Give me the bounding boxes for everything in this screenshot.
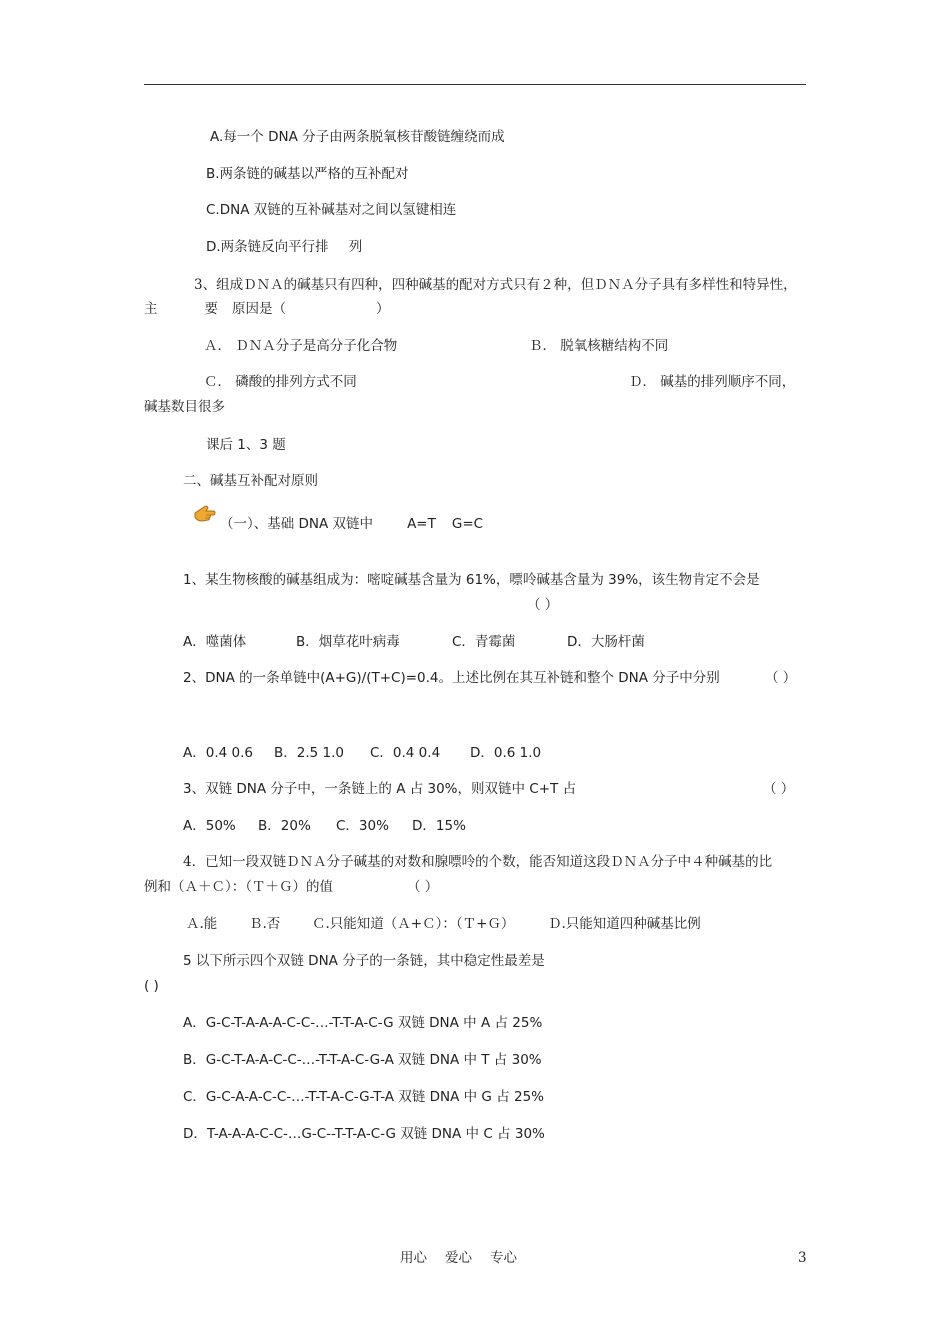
q4-option-c: Ｃ.只能知道（Ａ+Ｃ）：（Ｔ+Ｇ） [312,916,515,932]
footer-motto-2: 爱心 [445,1250,472,1266]
prev-option-d [206,238,362,256]
q2-option-a: A．0.4 0.6 [183,745,253,761]
footer-motto-1: 用心 [400,1250,427,1266]
prev-option-c: C.DNA 双链的互补碱基对之间以氢键相连 [206,202,457,218]
q2-stem: 2、DNA 的一条单链中(A+G)/(T+C)=0.4。上述比例在其互补链和整个 DNA 分子中分别 [183,670,720,686]
subsection-gc: G=C [451,516,484,532]
q3-stem-line2 [144,300,390,318]
q3-stem-part-c: 原因是（ [232,301,286,317]
q3-stem-part-b: 要 [204,301,218,317]
q4-stem-line2 [144,878,438,896]
q2-option-c: C．0.4 0.4 [370,745,441,761]
prev-option-d-text: D.两条链反向平行排 [206,239,329,255]
subsection-label: （一）、基础 DNA 双链中 [220,516,374,532]
subsection-at: A=T [407,516,436,532]
q1-stem: 1、某生物核酸的碱基组成为：嘧啶碱基含量为 61%，嘌呤碱基含量为 39%，该生物肯定不会是 [183,572,760,588]
prev-option-a: A.每一个 DNA 分子由两条脱氧核苷酸链缠绕而成 [210,129,505,145]
q3-option-d-cont: 碱基数目很多 [144,399,225,415]
after-class-note: 课后 1、3 题 [206,437,286,453]
q3-stem-line1: 3、组成ＤＮＡ的碱基只有四种，四种碱基的配对方式只有２种，但ＤＮＡ分子具有多样性和特异性， [194,277,797,293]
q5-option-a: A．G-C-T-A-A-A-C-C-…-T-T-A-C-G 双链 DNA 中 A 占 25% [183,1015,543,1031]
q4-option-d: Ｄ.只能知道四种碱基比例 [548,916,701,932]
q1-answer-paren: （ ） [527,597,559,613]
q2-option-b: B．2.5 1.0 [274,745,344,761]
q3-answer-paren: （ ） [763,781,795,797]
q1-option-a: A．噬菌体 [183,634,247,650]
q4-option-a: Ａ.能 [186,916,218,932]
q4-option-b: Ｂ.否 [249,916,281,932]
q1-option-c: C．青霉菌 [452,634,516,650]
header-rule [144,84,806,85]
q4-stem-line2-text: 例和（Ａ＋Ｃ）：（Ｔ＋Ｇ）的值 [144,879,333,895]
q4-stem-line1: 4．已知一段双链ＤＮＡ分子碱基的对数和腺嘌呤的个数，能否知道这段ＤＮＡ分子中４种碱基的比 [183,854,773,870]
prev-option-d-tail: 列 [348,239,363,255]
q3-stem-part-d: ） [376,301,390,317]
q5-option-d: D．T-A-A-A-C-C-…G-C--T-T-A-C-G 双链 DNA 中 C 占 30% [183,1126,545,1142]
q3-stem-part-a: 主 [144,301,158,317]
q4-answer-paren: （ ） [407,879,439,895]
q1-option-d: D．大肠杆菌 [567,634,645,650]
q3-stem: 3、双链 DNA 分子中，一条链上的 A 占 30%，则双链中 C+T 占 [183,781,577,797]
q3-opt-a: A．50% [183,818,236,834]
footer-motto-3: 专心 [490,1250,517,1266]
section-title: 二、碱基互补配对原则 [183,473,318,489]
q3-option-c: Ｃ． 磷酸的排列方式不同 [204,374,357,390]
prev-option-b: B.两条链的碱基以严格的互补配对 [206,166,409,182]
q2-option-d: D．0.6 1.0 [470,745,542,761]
q3-option-d: Ｄ． 碱基的排列顺序不同， [629,374,796,390]
q1-option-b: B．烟草花叶病毒 [296,634,400,650]
q5-stem: 5 以下所示四个双链 DNA 分子的一条链，其中稳定性最差是 [183,953,545,969]
q5-option-c: C．G-C-A-A-C-C-…-T-T-A-C-G-T-A 双链 DNA 中 G 占 25% [183,1089,544,1105]
q3-option-a: Ａ． ＤＮＡ分子是高分子化合物 [204,338,398,354]
footer-motto [400,1249,517,1267]
q5-answer-paren: ( ) [144,978,159,994]
q2-answer-paren: （ ） [765,670,797,686]
pointing-hand-icon [194,504,216,524]
q3-opt-d: D．15% [412,818,466,834]
q3-opt-b: B．20% [258,818,311,834]
subsection-heading [220,515,483,533]
page-number: 3 [798,1250,807,1266]
q3-opt-c: C．30% [336,818,389,834]
q5-option-b: B．G-C-T-A-A-C-C-…-T-T-A-C-G-A 双链 DNA 中 T 占 30% [183,1052,542,1068]
q3-option-b: Ｂ． 脱氧核糖结构不同 [529,338,669,354]
